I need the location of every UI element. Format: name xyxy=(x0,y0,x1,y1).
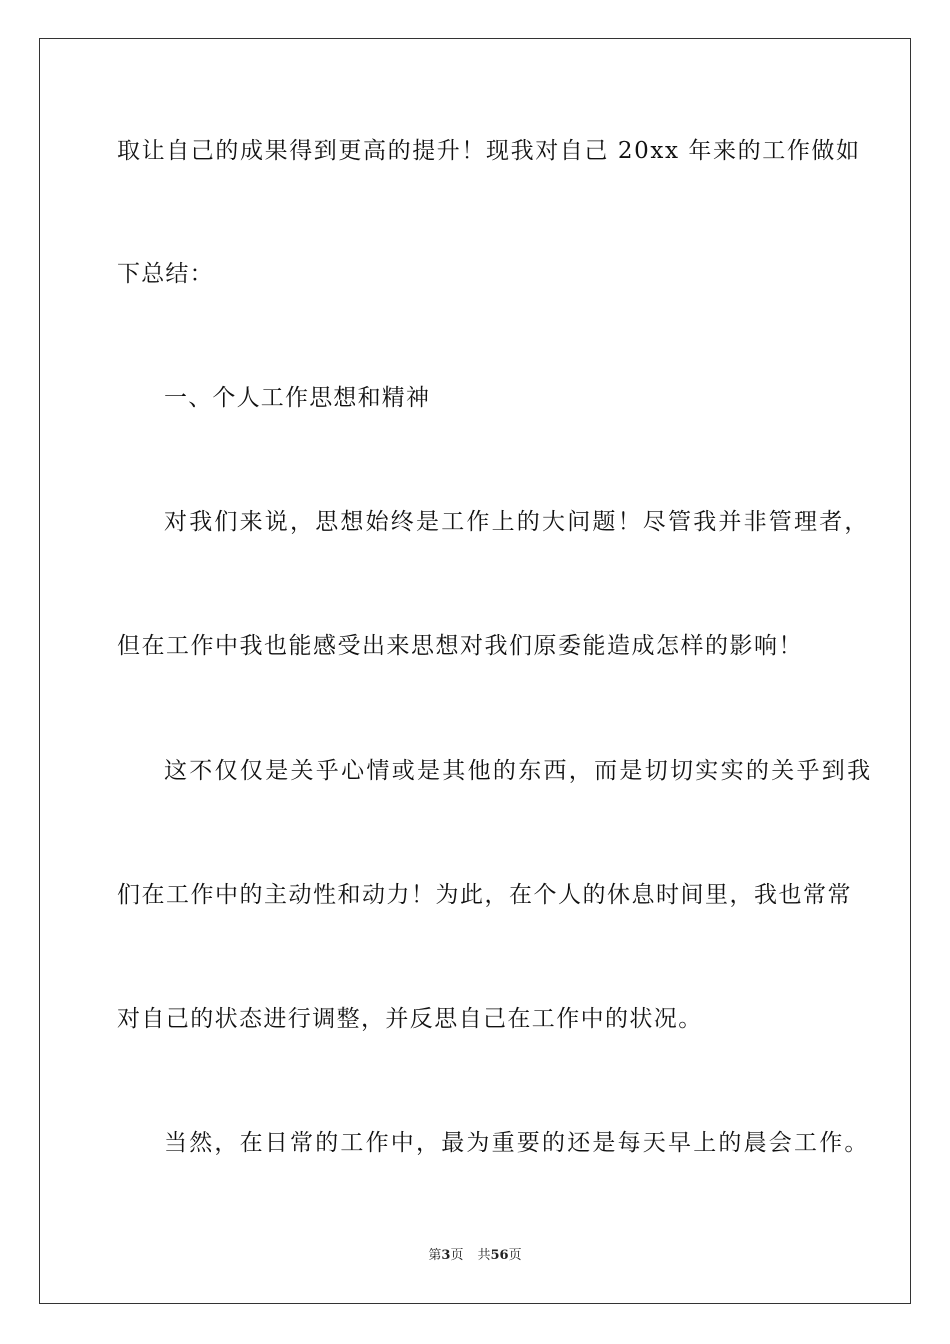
body-line-6: 这不仅仅是关乎心情或是其他的东西，而是切切实实的关乎到我 xyxy=(164,758,873,784)
body-line-7: 们在工作中的主动性和动力！为此，在个人的休息时间里，我也常常 xyxy=(117,882,852,908)
page-suffix: 页 xyxy=(450,1248,464,1263)
page-prefix: 第 xyxy=(428,1248,442,1263)
body-line-9: 当然，在日常的工作中，最为重要的还是每天早上的晨会工作。 xyxy=(164,1130,870,1156)
body-line-4: 对我们来说，思想始终是工作上的大问题！尽管我并非管理者， xyxy=(164,509,870,535)
body-line-1: 取让自己的成果得到更高的提升！现我对自己 20xx 年来的工作做如 xyxy=(117,138,861,164)
page-footer xyxy=(0,1247,950,1265)
total-pages: 56 xyxy=(490,1248,509,1263)
total-suffix: 页 xyxy=(508,1248,522,1263)
body-line-5: 但在工作中我也能感受出来思想对我们原委能造成怎样的影响！ xyxy=(117,633,803,659)
body-line-2: 下总结： xyxy=(117,261,214,287)
body-line-8: 对自己的状态进行调整，并反思自己在工作中的状况。 xyxy=(117,1006,703,1032)
page-number: 3 xyxy=(441,1248,451,1263)
section-heading: 一、个人工作思想和精神 xyxy=(164,385,431,411)
total-prefix: 共 xyxy=(477,1248,491,1263)
page-border xyxy=(39,38,911,1304)
